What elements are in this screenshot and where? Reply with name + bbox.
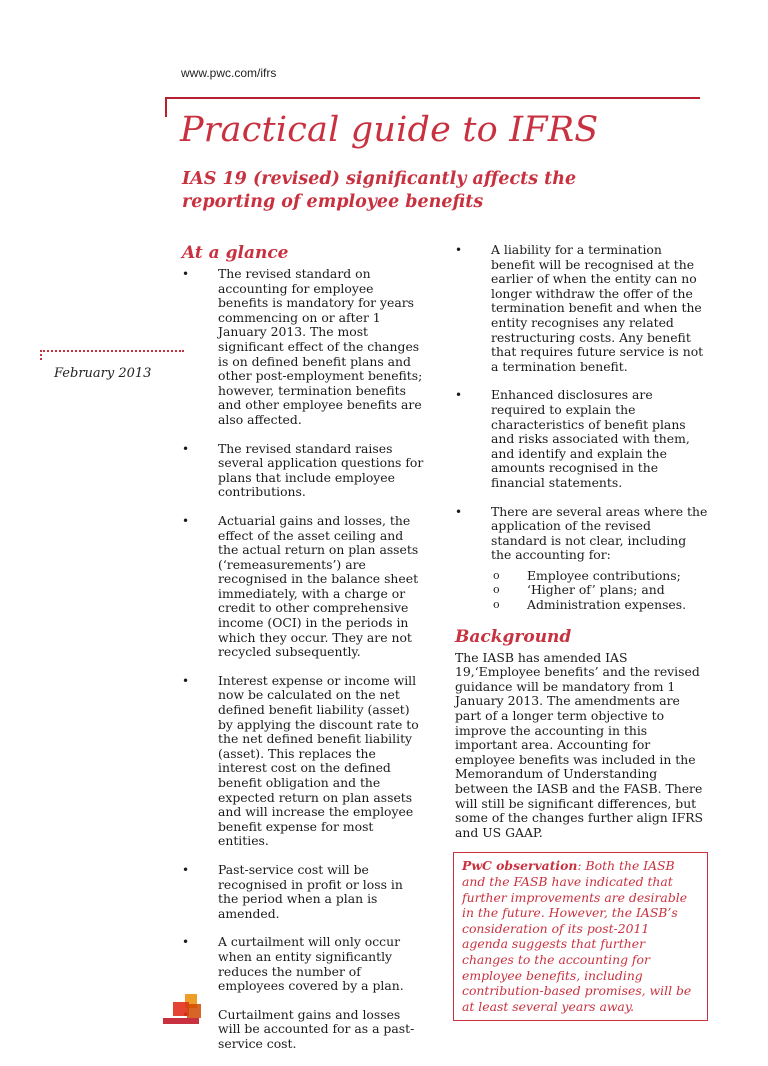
at-a-glance-list-continued <box>453 243 708 613</box>
list-item: • Curtailment gains and losses will be accounted for as a past-service cost. <box>180 1008 425 1052</box>
background-heading: Background <box>455 626 572 647</box>
list-item-with-sublist <box>453 505 708 613</box>
background-paragraph: The IASB has amended IAS 19,‘Employee benefits’ and the revised guidance will be mandatory from 1 January 2013. The amendments are part of a longer term objective to improve the accounting in this important area. Accounting for employee benefits was included in the Memorandum of Understanding between the IASB and the FASB. There will still be significant differences, but some of the changes further align IFRS and US GAAP. <box>455 649 704 840</box>
list-item: • The revised standard on accounting for employee benefits is mandatory for years commencing on or after 1 January 2013. The most significant effect of the changes is on defined benefit plans and other post-employment benefits; however, termination benefits and other employee benefits are also affected. <box>180 267 425 428</box>
list-item: • A curtailment will only occur when an entity significantly reduces the number of employees covered by a plan. <box>180 935 425 993</box>
observation-box <box>453 852 708 1021</box>
list-item: • The revised standard raises several application questions for plans that include employee contributions. <box>180 442 425 500</box>
observation-lead: PwC observation <box>462 858 578 874</box>
list-item-text: There are several areas where the application of the revised standard is not clear, including the accounting for: <box>491 503 708 563</box>
publication-date: February 2013 <box>54 366 152 381</box>
header-rule-tick <box>165 97 167 117</box>
left-column <box>180 243 425 1066</box>
at-a-glance-list <box>180 267 425 1052</box>
sub-list <box>491 569 708 613</box>
list-item: • A liability for a termination benefit will be recognised at the earlier of when the entity can no longer withdraw the offer of the termination benefit and when the entity recognises any related restructuring costs. Any benefit that requires future service is not a termination benefit. <box>453 243 708 374</box>
page-title: Practical guide to IFRS <box>180 110 599 150</box>
list-item: • Past-service cost will be recognised in profit or loss in the period when a plan is amended. <box>180 863 425 921</box>
date-divider <box>40 350 184 360</box>
header-rule <box>165 97 700 99</box>
list-item: • Interest expense or income will now be calculated on the net defined benefit liability (asset) by applying the discount rate to the net defined benefit liability (asset). This replaces the interest cost on the defined benefit obligation and the expected return on plan assets and will increase the employee benefit expense for most entities. <box>180 674 425 849</box>
list-item: • Enhanced disclosures are required to explain the characteristics of benefit plans and risks associated with them, and identify and explain the amounts recognised in the financial statements. <box>453 388 708 490</box>
sub-list-item: o ‘Higher of’ plans; and <box>491 583 708 598</box>
page-subtitle: IAS 19 (revised) significantly affects the reporting of employee benefits <box>182 169 577 212</box>
at-a-glance-heading: At a glance <box>182 243 289 263</box>
url-text[interactable]: www.pwc.com/ifrs <box>181 66 277 80</box>
list-item: • Actuarial gains and losses, the effect of the asset ceiling and the actual return on plan assets (‘remeasurements’) are recognised in the balance sheet immediately, with a charge or credit to other comprehensive income (OCI) in the periods in which they occur. They are not recycled subsequently. <box>180 514 425 660</box>
right-column <box>453 243 708 1021</box>
sub-list-item: o Administration expenses. <box>491 598 708 613</box>
observation-text: : Both the IASB and the FASB have indicated that further improvements are desirable in the future. However, the IASB’s consideration of its post-2011 agenda suggests that further changes to the accounting for employee benefits, including contribution-based promises, will be at least several years away. <box>462 858 692 1014</box>
pwc-logo-icon <box>163 994 205 1024</box>
sub-list-item: o Employee contributions; <box>491 569 708 584</box>
